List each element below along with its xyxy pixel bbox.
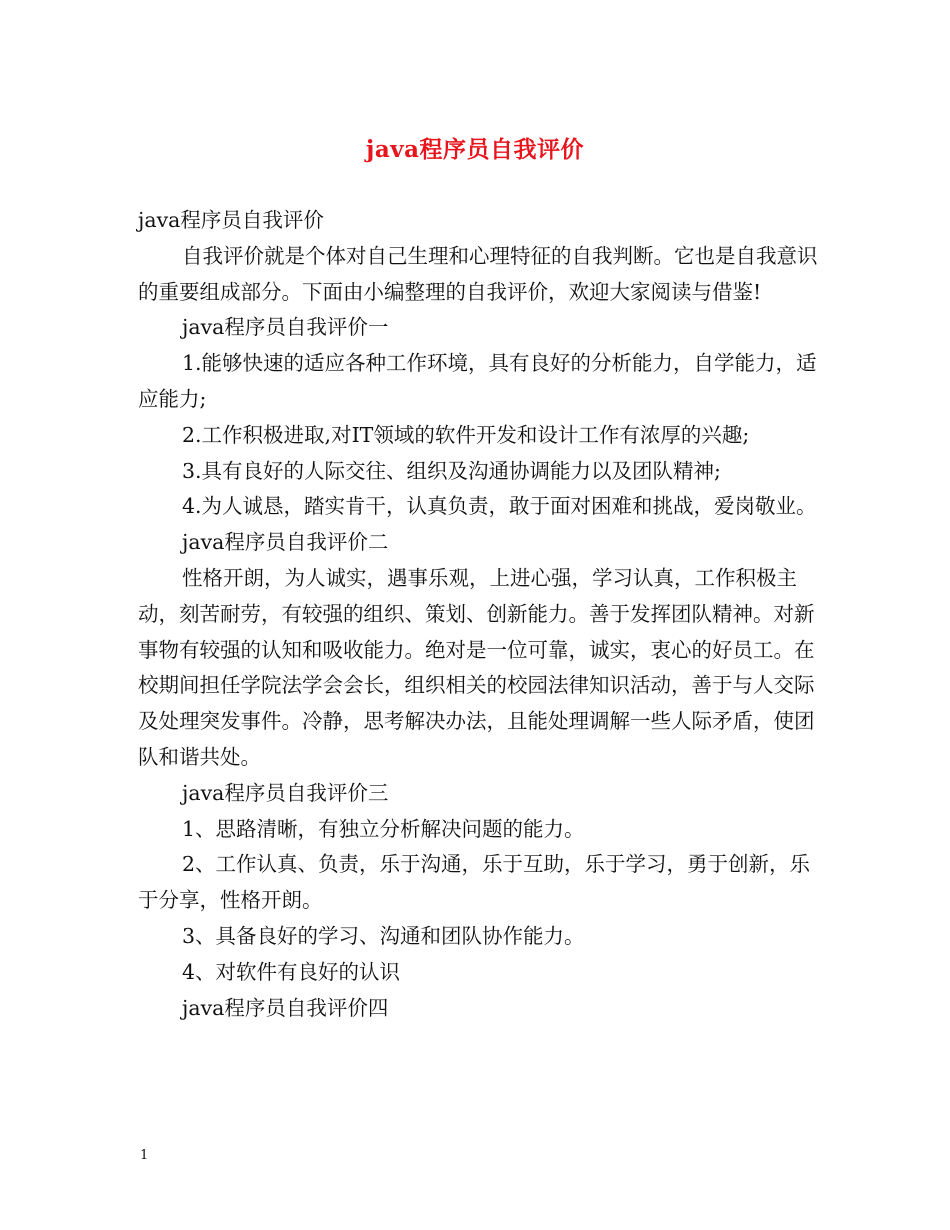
document-title: java程序员自我评价	[366, 136, 584, 163]
document-body	[138, 203, 828, 1026]
section-heading-4: java程序员自我评价四	[182, 995, 389, 1020]
paragraph-section-2: 性格开朗，为人诚实，遇事乐观，上进心强，学习认真，工作积极主动，刻苦耐劳，有较强的组织、策划、创新能力。善于发挥团队精神。对新事物有较强的认知和吸收能力。绝对是一位可靠，诚实，衷心的好员工。在校期间担任学院法学会会长，组织相关的校园法律知识活动，善于与人交际及处理突发事件。冷静，思考解决办法，且能处理调解一些人际矛盾，使团队和谐共处。	[138, 565, 815, 769]
section-heading-1: java程序员自我评价一	[182, 315, 389, 340]
list-item: 4.为人诚恳，踏实肯干，认真负责，敢于面对困难和挑战，爱岗敬业。	[182, 494, 817, 519]
list-item: 3.具有良好的人际交往、组织及沟通协调能力以及团队精神;	[182, 458, 721, 483]
section-heading-3: java程序员自我评价三	[182, 780, 389, 805]
list-item: 4、对软件有良好的认识	[182, 959, 401, 984]
list-item: 2、工作认真、负责，乐于沟通，乐于互助，乐于学习，勇于创新，乐于分享，性格开朗。	[138, 852, 811, 913]
paragraph-intro: 自我评价就是个体对自己生理和心理特征的自我判断。它也是自我意识的重要组成部分。下面由小编整理的自我评价，欢迎大家阅读与借鉴!	[138, 243, 818, 304]
list-item: 1、思路清晰，有独立分析解决问题的能力。	[182, 816, 585, 841]
list-item: 1.能够快速的适应各种工作环境，具有良好的分析能力，自学能力，适应能力;	[138, 351, 817, 411]
page-number: 1	[140, 1148, 149, 1163]
list-item: 3、具备良好的学习、沟通和团队协作能力。	[182, 923, 585, 948]
list-item: 2.工作积极进取,对IT领域的软件开发和设计工作有浓厚的兴趣;	[182, 422, 750, 447]
paragraph-heading: java程序员自我评价	[138, 208, 324, 232]
section-heading-2: java程序员自我评价二	[182, 530, 389, 555]
